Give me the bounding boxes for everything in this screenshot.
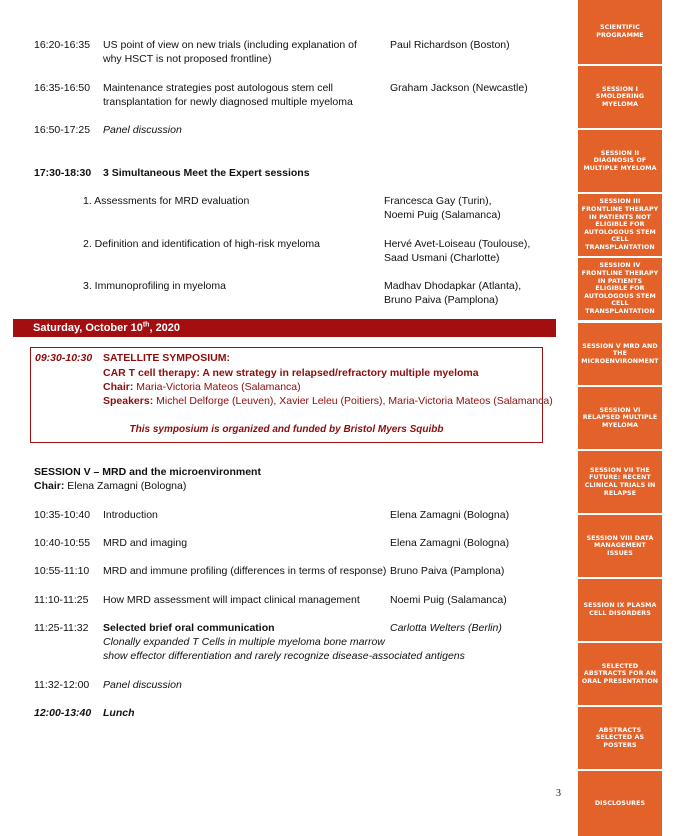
symposium-time: 09:30-10:30 — [35, 352, 93, 364]
sidebar-tab-session-7[interactable]: SESSION VII THE FUTURE: RECENT CLINICAL TRIALS IN RELAPSE — [578, 451, 662, 513]
sidebar-tab-session-9[interactable]: SESSION IX PLASMA CELL DISORDERS — [578, 579, 662, 641]
meet-title: 3 Simultaneous Meet the Expert sessions — [103, 167, 310, 179]
sidebar-tab-session-6[interactable]: SESSION VI RELAPSED MULTIPLE MYELOMA — [578, 387, 662, 449]
time: 16:20-16:35 — [34, 39, 91, 51]
section-sidebar — [578, 0, 662, 836]
abstract-title-cont: show effector differentiation and rarely recognize disease-associated antigens — [103, 650, 465, 662]
talk-title: Maintenance strategies post autologous stem cell — [103, 82, 333, 94]
time: 10:40-10:55 — [34, 537, 91, 549]
symposium-title: CAR T cell therapy: A new strategy in relapsed/refractory multiple myeloma — [103, 367, 479, 379]
sidebar-tab-session-4[interactable]: SESSION IV FRONTLINE THERAPY IN PATIENTS ELIGIBLE FOR AUTOLOGOUS STEM CELL TRANSPLANTATION — [578, 258, 662, 320]
page-number: 3 — [556, 788, 561, 799]
sidebar-tab-oral-abstracts[interactable]: SELECTED ABSTRACTS FOR AN ORAL PRESENTATION — [578, 643, 662, 705]
time: 10:55-11:10 — [34, 565, 90, 577]
talk-title: US point of view on new trials (including explanation of — [103, 39, 357, 51]
talk-title: MRD and imaging — [103, 537, 188, 549]
time: 11:25-11:32 — [34, 622, 89, 634]
speaker: Bruno Paiva (Pamplona) — [390, 565, 505, 577]
session-title: SESSION V – MRD and the microenvironment — [34, 466, 261, 478]
symposium-note: This symposium is organized and funded by Bristol Myers Squibb — [129, 424, 444, 435]
talk-title-cont: why HSCT is not proposed frontline) — [103, 53, 272, 65]
sidebar-tab-scientific-programme[interactable]: SCIENTIFIC PROGRAMME — [578, 0, 662, 64]
meet-speaker: Saad Usmani (Charlotte) — [384, 252, 500, 264]
sidebar-tab-session-1[interactable]: SESSION I SMOLDERING MYELOMA — [578, 66, 662, 128]
talk-title: How MRD assessment will impact clinical management — [103, 594, 360, 606]
meet-speaker: Francesca Gay (Turin), — [384, 195, 492, 207]
talk-title-cont: transplantation for newly diagnosed multiple myeloma — [103, 96, 353, 108]
sidebar-tab-poster-abstracts[interactable]: ABSTRACTS SELECTED AS POSTERS — [578, 707, 662, 769]
sidebar-tab-session-8[interactable]: SESSION VIII DATA MANAGEMENT ISSUES — [578, 515, 662, 577]
symposium-chair: Chair: Maria-Victoria Mateos (Salamanca) — [103, 381, 301, 393]
talk-title: Selected brief oral communication — [103, 622, 275, 634]
speaker: Elena Zamagni (Bologna) — [390, 509, 510, 521]
meet-speaker: Hervé Avet-Loiseau (Toulouse), — [384, 238, 531, 250]
speaker: Graham Jackson (Newcastle) — [390, 82, 528, 94]
sidebar-tab-session-5[interactable]: SESSION V MRD AND THE MICROENVIRONMENT — [578, 323, 662, 385]
time: 16:50-17:25 — [34, 124, 91, 136]
meet-speaker: Bruno Paiva (Pamplona) — [384, 294, 499, 306]
talk-title: Lunch — [103, 707, 135, 719]
talk-title: Panel discussion — [103, 679, 182, 691]
abstract-title: Clonally expanded T Cells in multiple myeloma bone marrow — [103, 636, 385, 648]
talk-title: Introduction — [103, 509, 158, 521]
time: 11:32-12:00 — [34, 679, 90, 691]
meet-speaker: Madhav Dhodapkar (Atlanta), — [384, 280, 522, 292]
meet-time: 17:30-18:30 — [34, 167, 92, 179]
session-chair: Chair: Elena Zamagni (Bologna) — [34, 480, 187, 492]
day-header: Saturday, October 10th, 2020 — [13, 319, 556, 337]
meet-item: 2. Definition and identification of high-risk myeloma — [83, 238, 320, 250]
meet-item: 3. Immunoprofiling in myeloma — [83, 280, 226, 292]
meet-speaker: Noemi Puig (Salamanca) — [384, 209, 501, 221]
meet-item: 1. Assessments for MRD evaluation — [83, 195, 250, 207]
sidebar-tab-disclosures[interactable]: DISCLOSURES — [578, 771, 662, 836]
talk-title: MRD and immune profiling (differences in terms of response) — [103, 565, 387, 577]
speaker: Elena Zamagni (Bologna) — [390, 537, 510, 549]
time: 11:10-11:25 — [34, 594, 89, 606]
time: 10:35-10:40 — [34, 509, 91, 521]
symposium-heading: SATELLITE SYMPOSIUM: — [103, 352, 230, 364]
sidebar-tab-session-3[interactable]: SESSION III FRONTLINE THERAPY IN PATIENTS NOT ELIGIBLE FOR AUTOLOGOUS STEM CELL TRANSPLANTATION — [578, 194, 662, 256]
speaker: Noemi Puig (Salamanca) — [390, 594, 507, 606]
symposium-speakers: Speakers: Michel Delforge (Leuven), Xavier Leleu (Poitiers), Maria-Victoria Mateos (Salamanca) — [103, 395, 553, 407]
talk-title: Panel discussion — [103, 124, 182, 136]
speaker: Carlotta Welters (Berlin) — [390, 622, 502, 634]
speaker: Paul Richardson (Boston) — [390, 39, 510, 51]
sidebar-tab-session-2[interactable]: SESSION II DIAGNOSIS OF MULTIPLE MYELOMA — [578, 130, 662, 192]
time: 16:35-16:50 — [34, 82, 91, 94]
time: 12:00-13:40 — [34, 707, 92, 719]
